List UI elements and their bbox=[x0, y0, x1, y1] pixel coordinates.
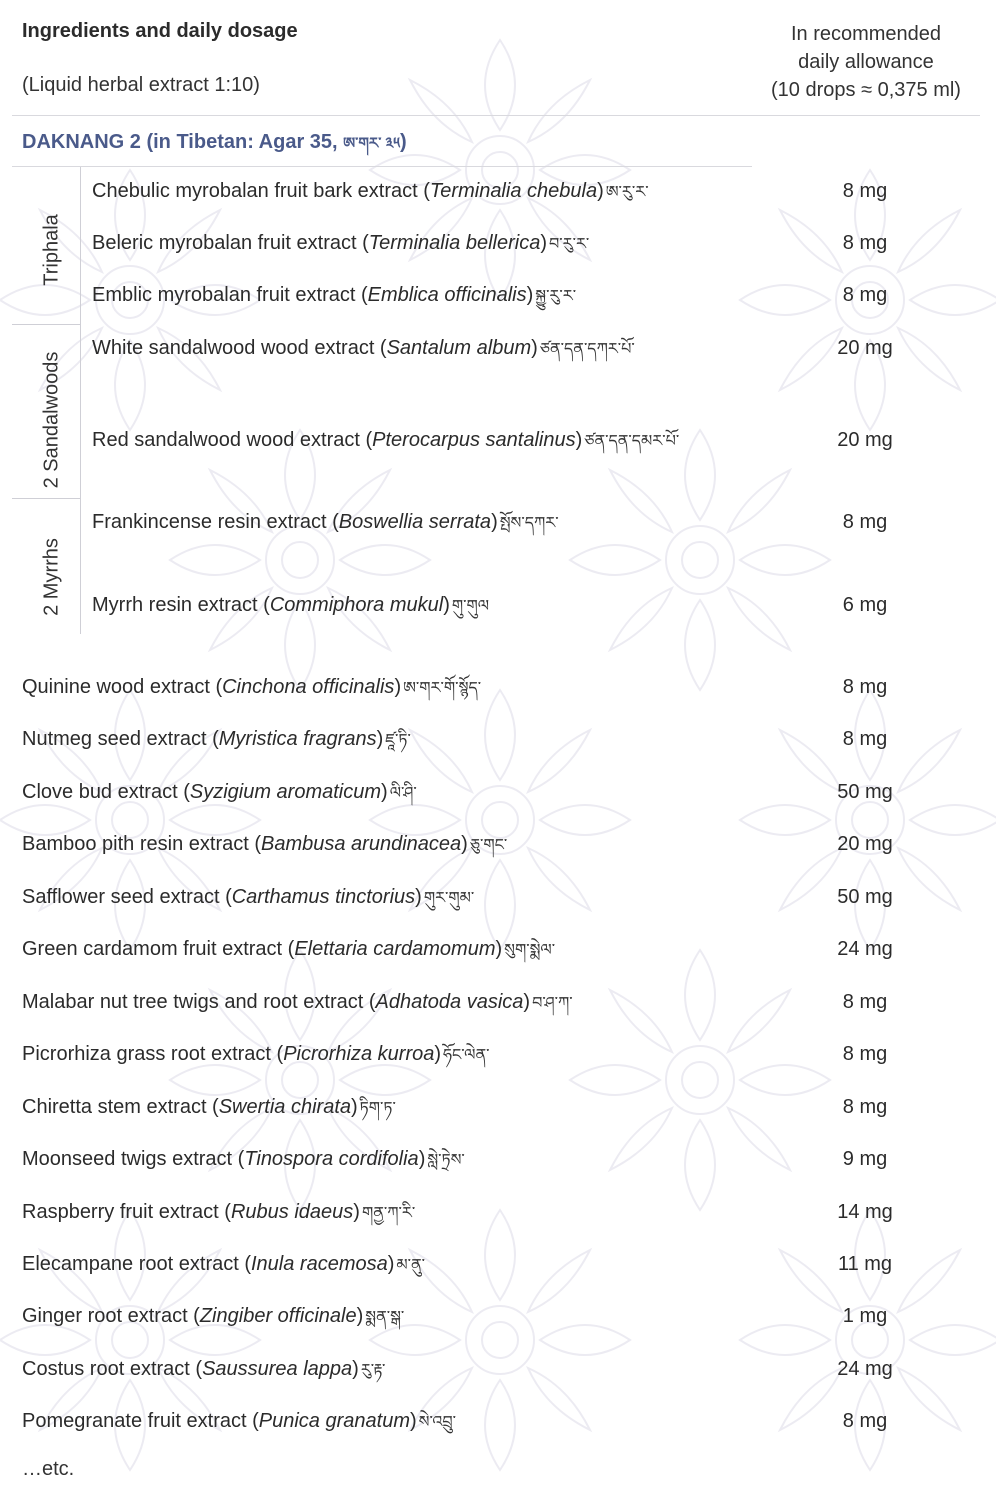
ingredient-latin-name: Adhatoda vasica bbox=[375, 991, 524, 1013]
ingredient-row bbox=[0, 1092, 996, 1122]
ingredient-close-paren: ) bbox=[597, 180, 604, 202]
daily-allowance-header bbox=[748, 20, 984, 104]
product-divider bbox=[12, 166, 752, 167]
ingredient-latin-name: Boswellia serrata bbox=[338, 511, 492, 533]
ingredient-name bbox=[22, 1144, 465, 1176]
ingredient-dose: 8 mg bbox=[842, 284, 888, 306]
ingredient-dose: 1 mg bbox=[842, 1305, 888, 1327]
ingredient-close-paren: ) bbox=[415, 886, 422, 908]
ingredient-tibetan-name: སྐྱུ་རུ་ར་ bbox=[535, 288, 577, 305]
ingredient-row bbox=[0, 590, 996, 620]
ingredient-common-name: Ginger root extract ( bbox=[22, 1305, 200, 1327]
ingredient-dose: 8 mg bbox=[842, 180, 888, 202]
group-label-myrrhs: 2 Myrrhs bbox=[40, 538, 63, 616]
ingredient-common-name: Emblic myrobalan fruit extract ( bbox=[92, 284, 368, 306]
ingredient-name bbox=[22, 987, 573, 1019]
ingredient-tibetan-name: ཧོང་ལེན་ bbox=[443, 1047, 490, 1064]
ingredient-dose: 14 mg bbox=[837, 1201, 893, 1223]
ingredient-latin-name: Bambusa arundinacea bbox=[261, 833, 462, 855]
group-label-sandalwoods: 2 Sandalwoods bbox=[40, 351, 63, 489]
ingredient-common-name: Costus root extract ( bbox=[22, 1358, 203, 1380]
ingredient-row bbox=[0, 724, 996, 754]
ingredient-common-name: Clove bud extract ( bbox=[22, 781, 190, 803]
ingredient-common-name: Chiretta stem extract ( bbox=[22, 1096, 219, 1118]
ingredient-name bbox=[22, 672, 481, 704]
ingredient-close-paren: ) bbox=[394, 676, 402, 698]
product-tibetan: ཨ་གར་ ༣༥ bbox=[343, 135, 401, 152]
ingredient-close-paren: ) bbox=[495, 938, 503, 960]
product-name bbox=[22, 127, 407, 169]
header-divider bbox=[12, 115, 980, 116]
ingredient-tibetan-name: སེ་འབྲུ་ bbox=[418, 1414, 457, 1431]
ingredient-latin-name: Syzigium aromaticum bbox=[189, 781, 382, 803]
ingredient-row bbox=[0, 829, 996, 859]
ingredient-close-paren: ) bbox=[376, 728, 384, 750]
ingredient-tibetan-name: ཛཱ་ཏི་ bbox=[385, 732, 411, 749]
ingredient-dose: 8 mg bbox=[842, 511, 888, 533]
ingredient-latin-name: Saussurea lappa bbox=[202, 1358, 353, 1380]
ingredient-latin-name: Tinospora cordifolia bbox=[244, 1148, 419, 1170]
ingredient-common-name: Bamboo pith resin extract ( bbox=[22, 833, 261, 855]
ingredient-name bbox=[22, 829, 507, 861]
ingredient-row bbox=[0, 1039, 996, 1069]
ingredient-name bbox=[92, 590, 489, 622]
ingredient-latin-name: Elettaria cardamomum bbox=[294, 938, 496, 960]
ingredient-tibetan-name: བ་རུ་ར་ bbox=[549, 236, 590, 253]
ingredient-latin-name: Cinchona officinalis bbox=[222, 676, 395, 698]
ingredient-row bbox=[0, 228, 996, 258]
ingredient-name bbox=[22, 1406, 456, 1438]
ingredient-dose: 20 mg bbox=[837, 429, 893, 451]
ingredient-dose: 8 mg bbox=[842, 1410, 888, 1432]
ingredient-latin-name: Picrorhiza kurroa bbox=[283, 1043, 435, 1065]
allowance-line: (10 drops ≈ 0,375 ml) bbox=[771, 79, 961, 101]
ingredient-tibetan-name: སྤོས་དཀར་ bbox=[499, 515, 559, 532]
ingredient-close-paren: ) bbox=[491, 511, 498, 533]
ingredient-tibetan-name: གུ་གུལ bbox=[451, 598, 490, 615]
ingredient-tibetan-name: ཙན་དན་དཀར་པོ་ bbox=[539, 341, 635, 358]
allowance-line: daily allowance bbox=[798, 51, 934, 73]
ingredient-close-paren: ) bbox=[443, 594, 450, 616]
ingredient-name bbox=[22, 1092, 396, 1124]
ingredient-close-paren: ) bbox=[531, 337, 538, 359]
ingredient-common-name: Picrorhiza grass root extract ( bbox=[22, 1043, 284, 1065]
ingredient-name bbox=[22, 1197, 415, 1229]
ingredient-latin-name: Santalum album bbox=[386, 337, 532, 359]
ingredient-latin-name: Punica granatum bbox=[258, 1410, 410, 1432]
ingredient-dose: 8 mg bbox=[842, 676, 888, 698]
ingredient-tibetan-name: ཅུ་གང་ bbox=[469, 837, 508, 854]
ingredient-tibetan-name: གུར་གུམ་ bbox=[423, 890, 475, 907]
ingredient-row bbox=[0, 672, 996, 702]
ingredient-dose: 8 mg bbox=[842, 991, 888, 1013]
ingredient-tibetan-name: ཏིག་ཏ་ bbox=[359, 1100, 396, 1117]
ingredient-latin-name: Terminalia chebula bbox=[429, 180, 598, 202]
ingredient-common-name: Safflower seed extract ( bbox=[22, 886, 232, 908]
ingredient-row bbox=[0, 280, 996, 310]
ingredient-close-paren: ) bbox=[352, 1358, 359, 1380]
ingredient-common-name: White sandalwood wood extract ( bbox=[92, 337, 387, 359]
product-close: ) bbox=[400, 131, 407, 153]
ingredient-close-paren: ) bbox=[575, 429, 583, 451]
product-label: DAKNANG 2 (in Tibetan: Agar 35, bbox=[22, 131, 338, 153]
ingredient-dose: 8 mg bbox=[842, 1096, 888, 1118]
ingredient-tibetan-name: སླེ་ཏྲེས་ bbox=[427, 1152, 465, 1169]
ingredient-row bbox=[0, 425, 996, 455]
ingredient-dose: 8 mg bbox=[842, 232, 888, 254]
ingredient-dose: 8 mg bbox=[842, 728, 888, 750]
ingredient-name bbox=[92, 507, 559, 539]
ingredient-common-name: Frankincense resin extract ( bbox=[92, 511, 339, 533]
ingredient-tibetan-name: བ་ཤ་ཀ་ bbox=[532, 995, 573, 1012]
ingredient-close-paren: ) bbox=[387, 1253, 395, 1275]
ingredient-latin-name: Swertia chirata bbox=[218, 1096, 351, 1118]
ingredient-latin-name: Zingiber officinale bbox=[199, 1305, 357, 1327]
ingredient-tibetan-name: ལི་ཤི་ bbox=[389, 785, 417, 802]
ingredient-dose: 20 mg bbox=[837, 833, 893, 855]
ingredient-close-paren: ) bbox=[461, 833, 468, 855]
ingredient-name bbox=[92, 228, 589, 260]
ingredient-row bbox=[0, 176, 996, 206]
ingredient-tibetan-name: གནྱ་ཀ་རི་ bbox=[361, 1205, 416, 1222]
ingredient-tibetan-name: ཨ་གར་གོ་སྙོད་ bbox=[403, 680, 482, 697]
ingredient-row bbox=[0, 1354, 996, 1384]
ingredient-dose: 8 mg bbox=[842, 1043, 888, 1065]
ingredient-dose: 50 mg bbox=[837, 781, 893, 803]
allowance-line: In recommended bbox=[790, 23, 942, 45]
ingredient-latin-name: Emblica officinalis bbox=[367, 284, 527, 306]
ingredient-latin-name: Myristica fragrans bbox=[218, 728, 377, 750]
ingredient-dose: 6 mg bbox=[842, 594, 888, 616]
ingredient-common-name: Nutmeg seed extract ( bbox=[22, 728, 219, 750]
ingredient-row bbox=[0, 507, 996, 537]
extract-ratio-note: (Liquid herbal extract 1:10) bbox=[22, 74, 260, 96]
ingredient-common-name: Raspberry fruit extract ( bbox=[22, 1201, 231, 1223]
ingredient-close-paren: ) bbox=[353, 1201, 360, 1223]
ingredient-latin-name: Commiphora mukul bbox=[269, 594, 444, 616]
ingredient-name bbox=[22, 934, 555, 966]
ingredient-close-paren: ) bbox=[526, 284, 534, 306]
ingredient-row bbox=[0, 1197, 996, 1227]
ingredient-row bbox=[0, 882, 996, 912]
ingredient-name bbox=[22, 1354, 385, 1386]
ingredient-common-name: Chebulic myrobalan fruit bark extract ( bbox=[92, 180, 430, 202]
ingredient-name bbox=[22, 882, 474, 914]
ingredient-row bbox=[0, 1301, 996, 1331]
ingredient-name bbox=[92, 280, 576, 312]
ingredient-tibetan-name: སུག་སྨེལ་ bbox=[504, 942, 556, 959]
ingredient-latin-name: Rubus idaeus bbox=[230, 1201, 354, 1223]
ingredient-common-name: Beleric myrobalan fruit extract ( bbox=[92, 232, 369, 254]
ingredient-name bbox=[22, 1039, 489, 1071]
ingredient-common-name: Red sandalwood wood extract ( bbox=[92, 429, 373, 451]
ingredient-row bbox=[0, 1144, 996, 1174]
ingredient-row bbox=[0, 333, 996, 363]
ingredient-close-paren: ) bbox=[434, 1043, 442, 1065]
ingredient-common-name: Elecampane root extract ( bbox=[22, 1253, 251, 1275]
ingredient-close-paren: ) bbox=[523, 991, 531, 1013]
ingredient-common-name: Quinine wood extract ( bbox=[22, 676, 223, 698]
ingredient-name bbox=[22, 724, 411, 756]
ingredient-name bbox=[22, 1249, 425, 1281]
ingredient-common-name: Pomegranate fruit extract ( bbox=[22, 1410, 259, 1432]
ingredient-dose: 11 mg bbox=[837, 1253, 893, 1275]
ingredient-latin-name: Pterocarpus santalinus bbox=[372, 429, 576, 451]
ingredient-close-paren: ) bbox=[409, 1410, 417, 1432]
ingredient-dose: 20 mg bbox=[837, 337, 893, 359]
ingredient-row bbox=[0, 987, 996, 1017]
ingredient-name bbox=[22, 777, 417, 809]
ingredient-tibetan-name: ཨ་རུ་ར་ bbox=[605, 184, 649, 201]
ingredient-row bbox=[0, 1249, 996, 1279]
ingredient-common-name: Malabar nut tree twigs and root extract ( bbox=[22, 991, 376, 1013]
ingredient-name bbox=[22, 1301, 404, 1333]
ingredient-close-paren: ) bbox=[540, 232, 547, 254]
ingredient-common-name: Green cardamom fruit extract ( bbox=[22, 938, 295, 960]
ingredient-tibetan-name: མ་ནུ་ bbox=[396, 1257, 426, 1274]
ingredient-tibetan-name: རུ་རྟ་ bbox=[360, 1362, 386, 1379]
ingredient-latin-name: Carthamus tinctorius bbox=[231, 886, 416, 908]
ingredient-dose: 24 mg bbox=[837, 938, 893, 960]
ingredient-dose: 50 mg bbox=[837, 886, 893, 908]
ingredient-name bbox=[92, 425, 679, 457]
ingredient-tibetan-name: ཙན་དན་དམར་པོ་ bbox=[584, 433, 680, 450]
page-title: Ingredients and daily dosage bbox=[22, 20, 298, 42]
ingredient-close-paren: ) bbox=[356, 1305, 364, 1327]
ingredient-tibetan-name: སྨན་སྒ་ bbox=[365, 1309, 405, 1326]
ingredient-dose: 24 mg bbox=[837, 1358, 893, 1380]
ingredient-name bbox=[92, 333, 635, 365]
ingredient-latin-name: Terminalia bellerica bbox=[368, 232, 541, 254]
group-label-triphala: Triphala bbox=[40, 214, 63, 286]
ingredient-common-name: Myrrh resin extract ( bbox=[92, 594, 270, 616]
ingredient-row bbox=[0, 777, 996, 807]
ingredient-dose: 9 mg bbox=[842, 1148, 888, 1170]
etc-note: …etc. bbox=[22, 1458, 75, 1480]
ingredient-common-name: Moonseed twigs extract ( bbox=[22, 1148, 245, 1170]
ingredient-close-paren: ) bbox=[351, 1096, 358, 1118]
ingredient-close-paren: ) bbox=[418, 1148, 426, 1170]
ingredient-row bbox=[0, 934, 996, 964]
ingredient-close-paren: ) bbox=[381, 781, 388, 803]
ingredient-row bbox=[0, 1406, 996, 1436]
ingredient-name bbox=[92, 176, 649, 208]
ingredient-latin-name: Inula racemosa bbox=[251, 1253, 388, 1275]
